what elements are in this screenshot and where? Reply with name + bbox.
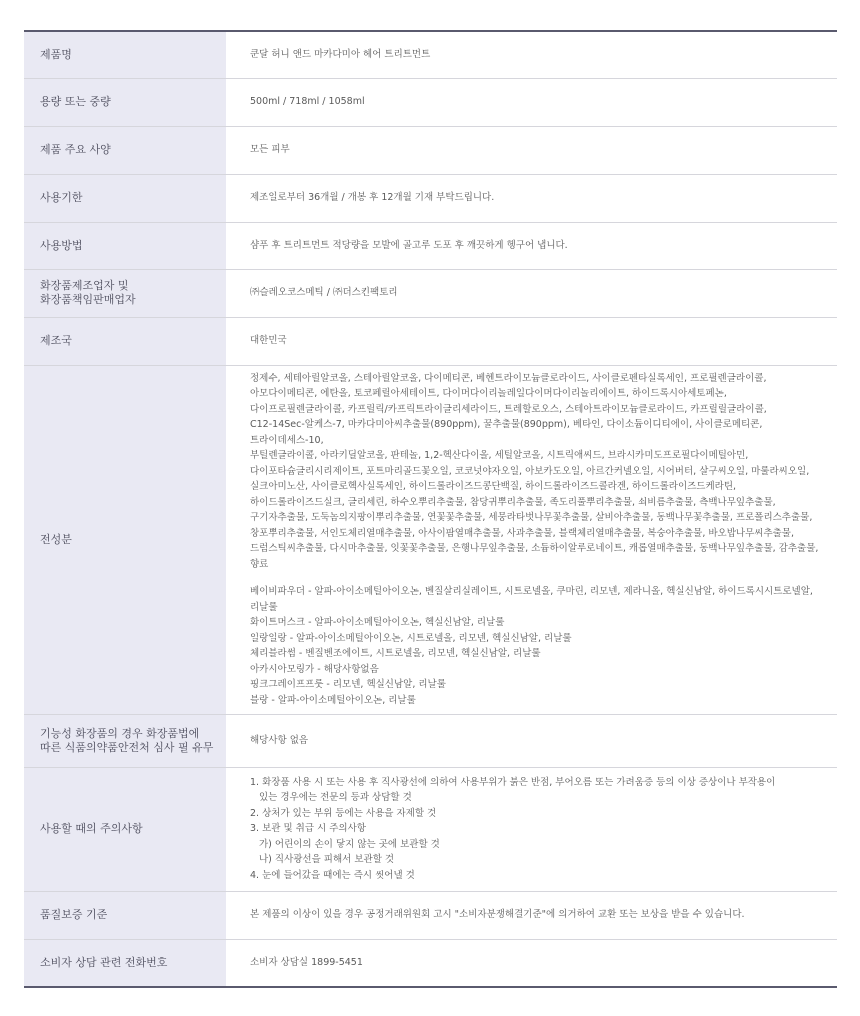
text-line: 3. 보관 및 취급 시 주의사항 (250, 823, 366, 835)
row-label: 화장품제조업자 및 화장품책임판매업자 (24, 269, 226, 317)
row-label: 품질보증 기준 (24, 891, 226, 939)
table-row-ingredients (24, 365, 837, 714)
text-line: 리날룰 (250, 601, 278, 613)
text-line: 다이프로필렌글라이콜, 카프릴릭/카프릭트라이글리세라이드, 트레할로오스, 스테아트라이모늄클로라이드, 카프릴릴글라이콜, (250, 403, 767, 415)
product-info-table (24, 30, 837, 988)
table-row-country (24, 317, 837, 365)
text-line: 향료 (250, 558, 269, 570)
table-row-usage (24, 222, 837, 269)
text-line: 체리블라썸 - 벤질벤조에이트, 시트로넬올, 리모넨, 헥실신남알, 리날룰 (250, 648, 541, 660)
row-label: 사용기한 (24, 174, 226, 222)
table-row-functional-review (24, 714, 837, 767)
row-value: 모든 피부 (250, 144, 290, 156)
text-line: 나) 직사광선을 피해서 보관할 것 (259, 854, 395, 866)
text-line: 베이비파우더 - 알파-아이소메틸아이오논, 벤질살리실레이트, 시트로넬올, 쿠마린, 리모넨, 제라니올, 헥실신남알, 하이드록시시트로넬알, (250, 586, 813, 598)
blank-line (250, 572, 827, 584)
row-label: 제품명 (24, 31, 226, 78)
table-row-contact (24, 939, 837, 987)
text-line: 하이드롤라이즈드실크, 글리세린, 하수오뿌리추출물, 참당귀뿌리추출물, 족도리풀뿌리추출물, 쇠비름추출물, 측백나무잎추출물, (250, 496, 776, 508)
row-label: 사용방법 (24, 222, 226, 269)
text-line: 화이트머스크 - 알파-아이소메틸아이오논, 헥실신남알, 리날룰 (250, 617, 505, 629)
row-value-lines (226, 365, 837, 714)
text-line: 블랑 - 알파-아이소메틸아이오논, 리날룰 (250, 694, 416, 706)
text-line: 있는 경우에는 전문의 등과 상담할 것 (259, 792, 412, 804)
text-line: 아모다이메티콘, 에탄올, 토코페릴아세테이트, 다이머다이리놀레일다이머다이리놀리에이트, 하이드록시아세토페논, (250, 388, 727, 400)
text-line: 창포뿌리추출물, 서인도체리열매추출물, 아사이팜열매추출물, 사과추출물, 블랙체리열매추출물, 복숭아추출물, 바오밥나무씨추출물, (250, 527, 794, 539)
row-value: 제조일로부터 36개월 / 개봉 후 12개월 기재 부탁드립니다. (250, 192, 495, 204)
table-row-quality (24, 891, 837, 939)
table-row-product-name (24, 31, 837, 78)
text-line: 일랑일랑 - 알파-아이소메틸아이오논, 시트로넬올, 리모넨, 헥실신남알, 리날룰 (250, 632, 572, 644)
row-value: 대한민국 (250, 335, 287, 347)
row-value-lines (226, 767, 837, 891)
row-value: 샴푸 후 트리트먼트 적당량을 모발에 골고루 도포 후 깨끗하게 헹구어 냅니다. (250, 239, 568, 251)
row-label: 기능성 화장품의 경우 화장품법에 따른 식품의약품안전처 심사 필 유무 (24, 714, 226, 767)
text-line: 1. 화장품 사용 시 또는 사용 후 직사광선에 의하여 사용부위가 붉은 반점, 부어오름 또는 가려움증 등의 이상 증상이나 부작용이 (250, 776, 776, 788)
text-line: 정제수, 세테아릴알코올, 스테아릴알코올, 다이메티콘, 베헨트라이모늄클로라이드, 사이클로펜타실록세인, 프로필렌글라이콜, (250, 372, 767, 384)
row-value: 소비자 상담실 1899-5451 (250, 957, 363, 968)
text-line: 실크아미노산, 사이클로헥사실록세인, 하이드롤라이즈드콩단백질, 하이드롤라이즈드콜라겐, 하이드롤라이즈드케라틴, (250, 481, 737, 493)
text-line: 아카시아모링가 - 해당사항없음 (250, 663, 379, 675)
product-info-table-wrapper (24, 30, 837, 988)
text-line: 4. 눈에 들어갔을 때에는 즉시 씻어낼 것 (250, 869, 415, 881)
text-line: 구기자추출물, 도둑놈의지팡이뿌리추출물, 연꽃꽃추출물, 세뭉라타벗나무꽃추출물, 살비아추출물, 동백나무꽃추출물, 프로폴리스추출물, (250, 512, 813, 524)
text-line: 드럼스틱씨추출물, 다시마추출물, 잇꽃꽃추출물, 은행나무잎추출물, 소듐하이알루로네이트, 캐롭열매추출물, 동백나무잎추출물, 감추출물, (250, 543, 819, 555)
row-value: 해당사항 없음 (250, 734, 309, 746)
row-label: 소비자 상담 관련 전화번호 (24, 939, 226, 987)
row-value: 본 제품의 이상이 있을 경우 공정거래위원회 고시 "소비자분쟁해결기준"에 의거하여 교환 또는 보상을 받을 수 있습니다. (250, 909, 745, 921)
text-line: 가) 어린이의 손이 닿지 않는 곳에 보관할 것 (259, 838, 440, 850)
product-info-table-body (24, 31, 837, 987)
row-value: 500ml / 718ml / 1058ml (250, 96, 365, 108)
text-line: 핑크그레이프프룻 - 리모넨, 헥실신남알, 리날룰 (250, 679, 446, 691)
text-line: 다이포타슘글리시리제이트, 포트마리골드꽃오일, 코코넛야자오일, 아보카도오일, 아르간커넬오일, 시어버터, 살구씨오일, 마룰라씨오일, (250, 465, 810, 477)
row-label: 제조국 (24, 317, 226, 365)
row-label: 사용할 때의 주의사항 (24, 767, 226, 891)
text-line: C12-14Sec-알케스-7, 마카다미아씨추출물(890ppm), 꿀추출물(890ppm), 베타인, 다이소듐이디티에이, 사이클로메티콘, 트라이데세스-10, (250, 419, 763, 446)
row-label: 제품 주요 사양 (24, 126, 226, 174)
row-value: ㈜슬레오코스메틱 / ㈜더스킨팩토리 (250, 287, 398, 299)
table-row-spec (24, 126, 837, 174)
table-row-volume (24, 78, 837, 126)
row-label: 전성분 (24, 365, 226, 714)
table-row-precautions (24, 767, 837, 891)
row-label: 용량 또는 중량 (24, 78, 226, 126)
row-value: 쿤달 허니 앤드 마카다미아 헤어 트리트먼트 (250, 49, 431, 60)
table-row-expiry (24, 174, 837, 222)
text-line: 부틸렌글라이콜, 아라키딜알코올, 판테놀, 1,2-헥산다이올, 세틸알코올, 시트릭애씨드, 브라시카미도프로필다이메틸아민, (250, 450, 749, 462)
text-line: 2. 상처가 있는 부위 등에는 사용을 자제할 것 (250, 807, 437, 819)
table-row-manufacturer (24, 269, 837, 317)
